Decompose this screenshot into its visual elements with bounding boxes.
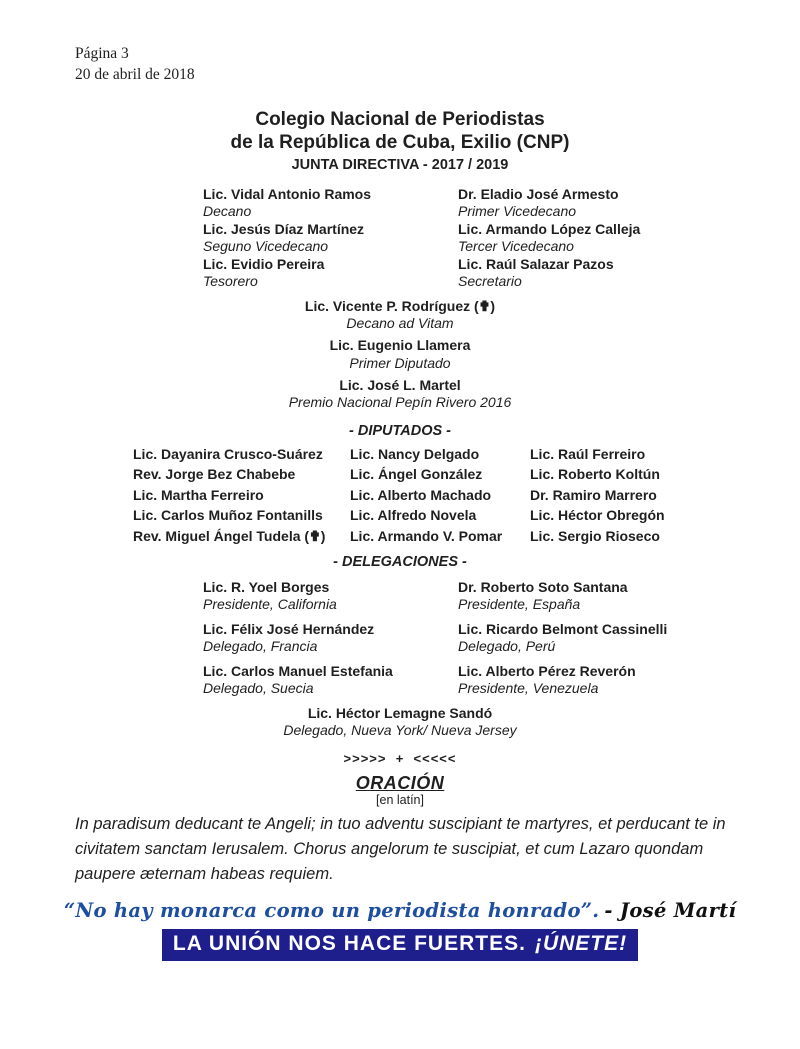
diputado-name: Dr. Ramiro Marrero bbox=[530, 486, 657, 503]
delegacion-role: Delegado, Nueva York/ Nueva Jersey bbox=[283, 722, 517, 739]
diputados-grid bbox=[133, 447, 800, 543]
delegacion-entry bbox=[203, 579, 458, 614]
officer-role: Seguno Vicedecano bbox=[203, 238, 329, 255]
officer-name: Lic. Raúl Salazar Pazos bbox=[458, 255, 614, 272]
officer-name: Lic. Armando López Calleja bbox=[458, 220, 641, 237]
quote-attribution: - José Martí bbox=[604, 898, 737, 922]
officer-entry bbox=[203, 221, 458, 256]
union-banner-wrap bbox=[0, 929, 800, 961]
officer-role: Tesorero bbox=[203, 273, 258, 290]
delegacion-role: Presidente, España bbox=[458, 596, 581, 613]
arrow-divider: >>>>> + <<<<< bbox=[343, 750, 457, 766]
delegacion-entry bbox=[203, 621, 458, 656]
delegaciones-grid bbox=[203, 579, 800, 698]
diputado-name: Lic. Raúl Ferreiro bbox=[530, 445, 646, 462]
delegacion-name: Lic. R. Yoel Borges bbox=[203, 578, 330, 595]
officer-name: Lic. Evidio Pereira bbox=[203, 255, 325, 272]
delegacion-entry bbox=[458, 663, 800, 698]
oracion-heading bbox=[0, 773, 800, 794]
executive-name: Lic. Eugenio Llamera bbox=[329, 337, 471, 354]
delegacion-role: Delegado, Francia bbox=[203, 638, 318, 655]
diputado-name: Lic. Nancy Delgado bbox=[350, 445, 480, 462]
delegacion-entry-centered bbox=[0, 705, 800, 740]
diputado-name: Lic. Héctor Obregón bbox=[530, 507, 665, 524]
executive-name: Lic. Vicente P. Rodríguez (✟) bbox=[304, 297, 496, 314]
executive-entry bbox=[0, 337, 800, 372]
diputados-heading: - DIPUTADOS - bbox=[348, 422, 452, 439]
diputado-name: Lic. Roberto Koltún bbox=[530, 466, 660, 483]
officer-entry bbox=[458, 256, 800, 291]
delegacion-name: Dr. Roberto Soto Santana bbox=[458, 578, 628, 595]
diputado-name: Rev. Miguel Ángel Tudela (✟) bbox=[133, 527, 326, 544]
delegacion-role: Presidente, Venezuela bbox=[458, 680, 599, 697]
delegacion-name: Lic. Héctor Lemagne Sandó bbox=[307, 704, 493, 721]
diputado-name: Lic. Alberto Machado bbox=[350, 486, 492, 503]
doc-title-line2: de la República de Cuba, Exilio (CNP) bbox=[230, 131, 570, 153]
diputado-name: Lic. Armando V. Pomar bbox=[350, 527, 503, 544]
delegacion-entry bbox=[458, 579, 800, 614]
doc-title bbox=[0, 108, 800, 154]
delegaciones-heading: - DELEGACIONES - bbox=[333, 553, 467, 570]
doc-title-line1: Colegio Nacional de Periodistas bbox=[255, 108, 545, 130]
delegacion-role: Delegado, Perú bbox=[458, 638, 556, 655]
executive-name: Lic. José L. Martel bbox=[339, 376, 461, 393]
officer-name: Lic. Vidal Antonio Ramos bbox=[203, 185, 372, 202]
officer-entry bbox=[458, 221, 800, 256]
page-date: 20 de abril de 2018 bbox=[75, 65, 195, 83]
diputado-name: Lic. Alfredo Novela bbox=[350, 507, 477, 524]
executive-entries bbox=[0, 298, 800, 412]
oracion-title: ORACIÓN bbox=[355, 772, 445, 793]
diputado-name: Rev. Jorge Bez Chabebe bbox=[133, 466, 296, 483]
officer-entry bbox=[458, 186, 800, 221]
officer-role: Primer Vicedecano bbox=[458, 203, 577, 220]
diputado-name: Lic. Carlos Muñoz Fontanills bbox=[133, 507, 323, 524]
diputado-name: Lic. Ángel González bbox=[350, 466, 483, 483]
executive-entry bbox=[0, 377, 800, 412]
officer-role: Secretario bbox=[458, 273, 522, 290]
banner-cta: ¡ÚNETE! bbox=[534, 931, 628, 955]
quote-text: “No hay monarca como un periodista honrado”. bbox=[63, 898, 600, 922]
officer-name: Dr. Eladio José Armesto bbox=[458, 185, 619, 202]
delegacion-role: Delegado, Suecia bbox=[203, 680, 314, 697]
delegacion-name: Lic. Félix José Hernández bbox=[203, 620, 375, 637]
oracion-text: In paradisum deducant te Angeli; in tuo adventu suscipiant te martyres, et perducant te in civitatem sanctam Ierusalem. Chorus angelorum te suscipiat, et cum Lazaro quondam paupere æternam habeas requiem. bbox=[75, 814, 726, 883]
delegacion-name: Lic. Alberto Pérez Reverón bbox=[458, 662, 636, 679]
officer-entry bbox=[203, 186, 458, 221]
diputado-name: Lic. Martha Ferreiro bbox=[133, 486, 264, 503]
officer-role: Tercer Vicedecano bbox=[458, 238, 574, 255]
officers-grid bbox=[203, 186, 800, 291]
officer-role: Decano bbox=[203, 203, 252, 220]
officer-name: Lic. Jesús Díaz Martínez bbox=[203, 220, 365, 237]
oracion-note: [en latín] bbox=[376, 792, 424, 807]
page-number: Página 3 bbox=[75, 45, 129, 62]
executive-role: Primer Diputado bbox=[349, 354, 451, 371]
banner-statement: LA UNIÓN NOS HACE FUERTES. bbox=[172, 931, 526, 955]
diputado-name: Lic. Sergio Rioseco bbox=[530, 527, 660, 544]
delegacion-role: Presidente, California bbox=[203, 596, 337, 613]
doc-subtitle: JUNTA DIRECTIVA - 2017 / 2019 bbox=[291, 156, 509, 173]
executive-entry bbox=[0, 298, 800, 333]
delegacion-name: Lic. Carlos Manuel Estefania bbox=[203, 662, 393, 679]
delegacion-entry bbox=[203, 663, 458, 698]
delegacion-entry bbox=[458, 621, 800, 656]
page-meta bbox=[0, 0, 800, 86]
delegacion-name: Lic. Ricardo Belmont Cassinelli bbox=[458, 620, 668, 637]
executive-role: Premio Nacional Pepín Rivero 2016 bbox=[288, 394, 512, 411]
officer-entry bbox=[203, 256, 458, 291]
executive-role: Decano ad Vitam bbox=[346, 315, 454, 332]
diputado-name: Lic. Dayanira Crusco-Suárez bbox=[133, 445, 323, 462]
union-banner bbox=[162, 929, 638, 961]
marti-quote bbox=[0, 899, 800, 922]
